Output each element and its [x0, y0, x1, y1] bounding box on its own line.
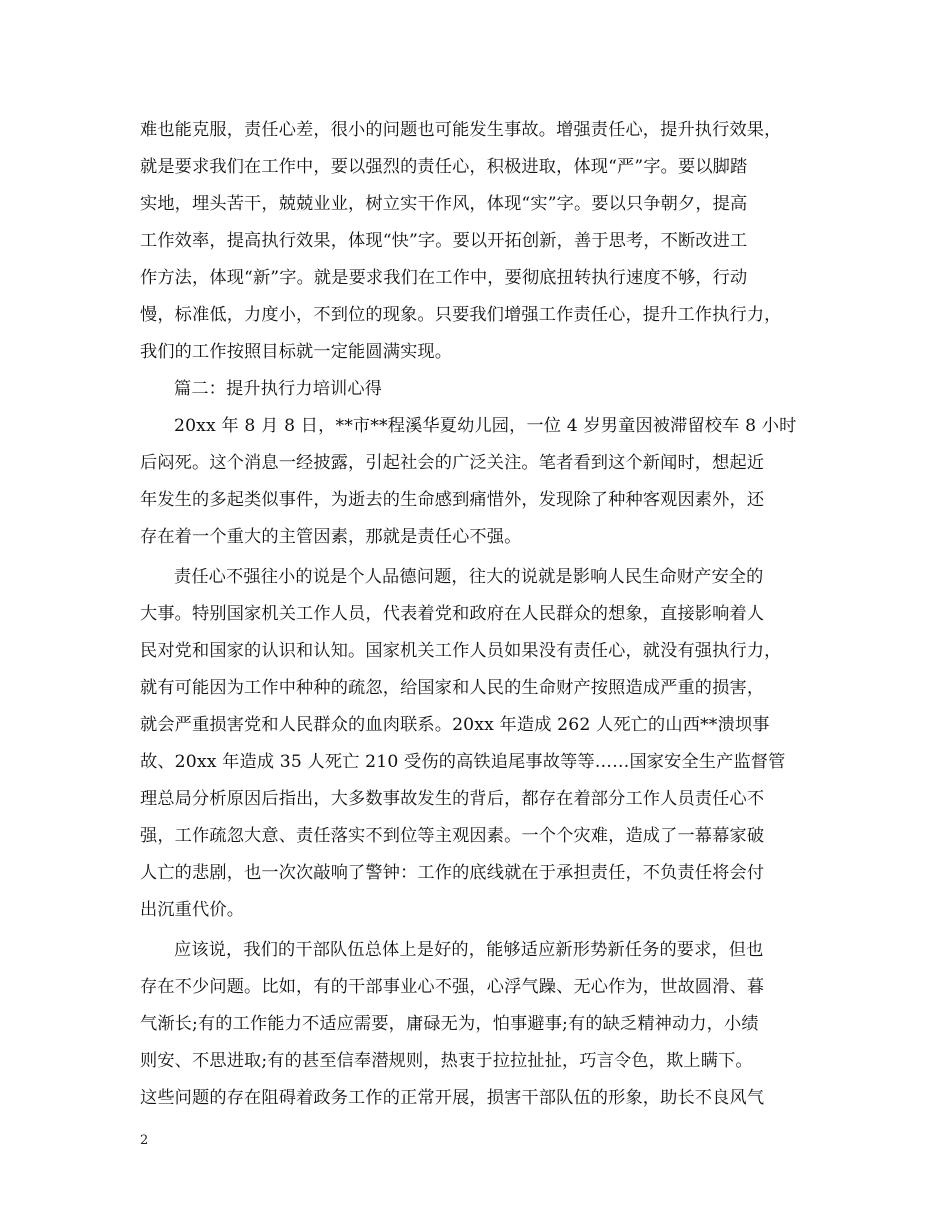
text-line: 大事。特别国家机关工作人员，代表着党和政府在人民群众的想象，直接影响着人 [140, 604, 765, 624]
text-line: 则安、不思进取;有的甚至信奉潜规则，热衷于拉拉扯扯，巧言令色，欺上瞒下。 [140, 1051, 753, 1071]
text-line: 工作效率，提高执行效果，体现“快”字。要以开拓创新，善于思考，不断改进工 [140, 231, 748, 251]
text-line: 慢，标准低，力度小，不到位的现象。只要我们增强工作责任心，提升工作执行力， [140, 305, 782, 325]
section-heading: 篇二：提升执行力培训心得 [174, 379, 383, 399]
text-line: 责任心不强往小的说是个人品德问题，往大的说就是影响人民生命财产安全的 [174, 567, 764, 587]
text-line: 实地，埋头苦干，兢兢业业，树立实干作风，体现“实”字。要以只争朝夕，提高 [140, 194, 748, 214]
text-line: 就有可能因为工作中种种的疏忽，给国家和人民的生命财产按照造成严重的损害， [140, 678, 765, 698]
text-line: 人亡的悲剧，也一次次敲响了警钟：工作的底线就在于承担责任，不负责任将会付 [140, 863, 765, 883]
text-line: 就会严重损害党和人民群众的血肉联系。20xx 年造成 262 人死亡的山西**溃坝事 [140, 715, 770, 735]
text-line: 20xx 年 8 月 8 日，**市**程溪华夏幼儿园，一位 4 岁男童因被滞留校车 8 小时 [174, 416, 797, 436]
text-line: 存在不少问题。比如，有的干部事业心不强，心浮气躁、无心作为，世故圆滑、暮 [140, 977, 765, 997]
text-line: 强，工作疏忽大意、责任落实不到位等主观因素。一个个灾难，造成了一幕幕家破 [140, 826, 765, 846]
text-line: 年发生的多起类似事件，为逝去的生命感到痛惜外，发现除了种种客观因素外，还 [140, 490, 765, 510]
document-body [140, 112, 820, 1117]
text-line: 我们的工作按照目标就一定能圆满实现。 [140, 342, 453, 362]
text-line: 难也能克服，责任心差，很小的问题也可能发生事故。增强责任心，提升执行效果， [140, 120, 782, 140]
text-line: 理总局分析原因后指出，大多数事故发生的背后，都存在着部分工作人员责任心不 [140, 789, 765, 809]
text-line: 作方法，体现“新”字。就是要求我们在工作中，要彻底扭转执行速度不够，行动 [140, 268, 748, 288]
text-line: 气渐长;有的工作能力不适应需要，庸碌无为，怕事避事;有的缺乏精神动力，小绩 [140, 1014, 759, 1034]
text-line: 应该说，我们的干部队伍总体上是好的，能够适应新形势新任务的要求，但也 [174, 940, 764, 960]
text-line: 民对党和国家的认识和认知。国家机关工作人员如果没有责任心，就没有强执行力， [140, 641, 782, 661]
text-line: 出沉重代价。 [140, 900, 245, 920]
text-line: 存在着一个重大的主管因素，那就是责任心不强。 [140, 527, 522, 547]
text-line: 这些问题的存在阻碍着政务工作的正常开展，损害干部队伍的形象，助长不良风气 [140, 1088, 765, 1108]
text-line: 就是要求我们在工作中，要以强烈的责任心，积极进取，体现“严”字。要以脚踏 [140, 157, 748, 177]
text-line: 故、20xx 年造成 35 人死亡 210 受伤的高铁追尾事故等等……国家安全生产监督管 [140, 752, 786, 772]
text-line: 后闷死。这个消息一经披露，引起社会的广泛关注。笔者看到这个新闻时，想起近 [140, 453, 765, 473]
page-number: 2 [140, 1133, 149, 1148]
